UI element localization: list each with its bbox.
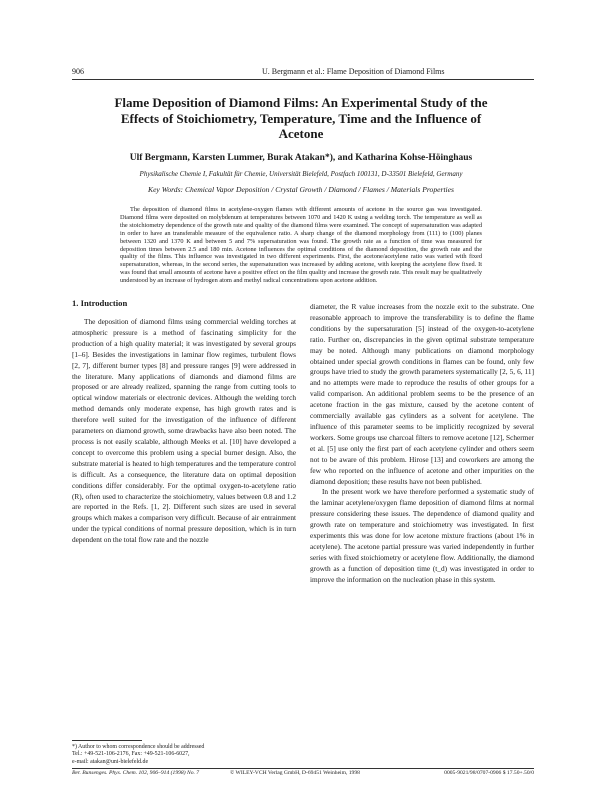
page-number: 906 <box>72 67 84 76</box>
footnote-line: *) Author to whom correspondence should be addressed <box>72 744 205 750</box>
footnote <box>72 744 296 766</box>
body-paragraph: diameter, the R value increases from the nozzle exit to the substrate. One reasonable approach to improve the transferability is to define the flame conditions by the supersaturation [5] instead of the oxygen-to-acetylene ratio. Further on, discrepancies in the given optimal substrate temperature may be noted. Although many publications on diamond morphology obtained under special growth conditions in flames can be found, only few groups have tried to study the growth parameters systematically [2, 5, 6, 11] and no attempts were made to reproduce the results of other groups for a valid comparison. An additional problem seems to be the presence of an acetone fraction in the gas mixture, caused by the acetone content of commercially available gas cylinders as a solvent for acetylene. The influence of this parameter seems to be implicitly recognized by several workers. Some groups use charcoal filters to remove acetone [12], Schermer et al. [5] use only the first part of each acetylene cylinder and others seem not to be aware of this problem. Hirose [13] and coworkers are among the few who reported on the influence of acetone and other impurities on the diamond deposition; these results have not been published. <box>310 302 534 486</box>
footer-rule <box>72 768 534 769</box>
keywords: Key Words: Chemical Vapor Deposition / Crystal Growth / Diamond / Flames / Materials Properties <box>148 185 454 194</box>
footnote-line: Tel.: +49-521-106-2176, Fax: +49-521-106-6027, <box>72 751 190 758</box>
body-paragraph: In the present work we have therefore performed a systematic study of the laminar acetylene/oxygen flame deposition of diamond films at normal pressure considering these issues. The dependence of diamond quality and growth rate on temperature and stoichiometry was investigated. In first experiments this was done for low acetone mixture fractions (about 1% in acetylene). The acetone partial pressure was varied independently in further series with fixed stoichiometry or acetylene flow. Additionally, the diamond growth as a function of deposition time (t_d) was investigated in order to improve the information on the nucleation phase in this system. <box>310 487 534 584</box>
abstract: The deposition of diamond films in acetylene-oxygen flames with different amounts of acetone in the source gas was investigated. Diamond films were deposited on molybdenum at temperatures between 1070 and 1420 K using a welding torch. The temperature as well as the stoichiometry dependence of the growth rate and quality of the diamond films were examined. The concept of supersaturation was adapted in order to have an transferable measure of the equivalence ratio. A sharp change of the diamond morphology from (111) to (100) planes between 1320 and 1370 K and between 5 and 7% supersaturation was found. The growth rate as a function of time was measured for deposition times between 2.5 and 180 min. Acetone influences the optimal conditions of the diamond deposition, the growth rate and the quality of the films. This influence was investigated in two different experiments. First, the acetone/acetylene ratio was varied with fixed supersaturation, whereas, in the second series, the supersaturation was increased by adding acetone, with keeping the acetylene flow fixed. It was found that small amounts of acetone have a positive effect on the film quality and increase the growth rate. This result may be qualitatively understood by an increase of hydrogen atom and methyl radical concentrations upon acetone addition. <box>120 206 482 285</box>
body-column-right <box>310 302 534 586</box>
page-footer <box>72 770 534 780</box>
journal-citation: Ber. Bunsenges. Phys. Chem. 102, 906–914 (1998) No. 7 <box>72 770 200 776</box>
body-column-left: The deposition of diamond films using commercial welding torches at atmospheric pressure is a method of fascinating simplicity for the production of a high quality material; it was investigated by several groups [1–6]. Besides the investigations in laminar flow regimes, turbulent flows [2, 7], different burner types [8] and pressure ranges [9] were addressed in the literature. Many applications of diamonds and diamond films are proposed or are already realized, spanning the range from cutting tools to optical window materials or electronic devices. Although the welding torch method demands only moderate expense, has high growth rates and is therefore well suited for the investigation of the influence of different parameters on diamond growth, some drawbacks have also been noted. The process is not easily scalable, although Meeks et al. [10] have developed a concept to overcome this problem using a special burner design. Also, the substrate material is heated to high temperatures and the temperature control is difficult. As a consequence, the literature data on optimal deposition conditions differ considerably. For the optimal oxygen-to-acetylene ratio (R), often used to characterize the stoichiometry, values between 0.8 and 1.2 are reported in the Refs. [1, 2]. Different such sizes are used in several groups which makes a comparison very difficult. Because of air entrainment under the typical conditions of normal pressure deposition, which is in turn dependent on the total flow rate and the nozzle <box>72 317 296 545</box>
affiliation: Physikalische Chemie I, Fakultät für Chemie, Universität Bielefeld, Postfach 100131, D-33501 Bielefeld, Germany <box>139 170 463 178</box>
footnote-email: e-mail: atakan@uni-bielefeld.de <box>72 758 149 765</box>
issn-code: 0005-9021/98/0707-0906 $ 17.50+.50/0 <box>444 770 534 776</box>
footnote-rule <box>72 740 142 741</box>
publisher-notice: © WILEY-VCH Verlag GmbH, D-69451 Weinheim, 1998 <box>230 770 360 776</box>
author-list: Ulf Bergmann, Karsten Lummer, Burak Atakan*), and Katharina Kohse-Höinghaus <box>129 153 473 163</box>
paper-title: Flame Deposition of Diamond Films: An Experimental Study of the Effects of Stoichiometry, Temperature, Time and the Influence of Acetone <box>114 95 488 141</box>
running-header <box>72 67 534 80</box>
section-heading: 1. Introduction <box>72 298 128 308</box>
running-title: U. Bergmann et al.: Flame Deposition of Diamond Films <box>262 67 445 76</box>
